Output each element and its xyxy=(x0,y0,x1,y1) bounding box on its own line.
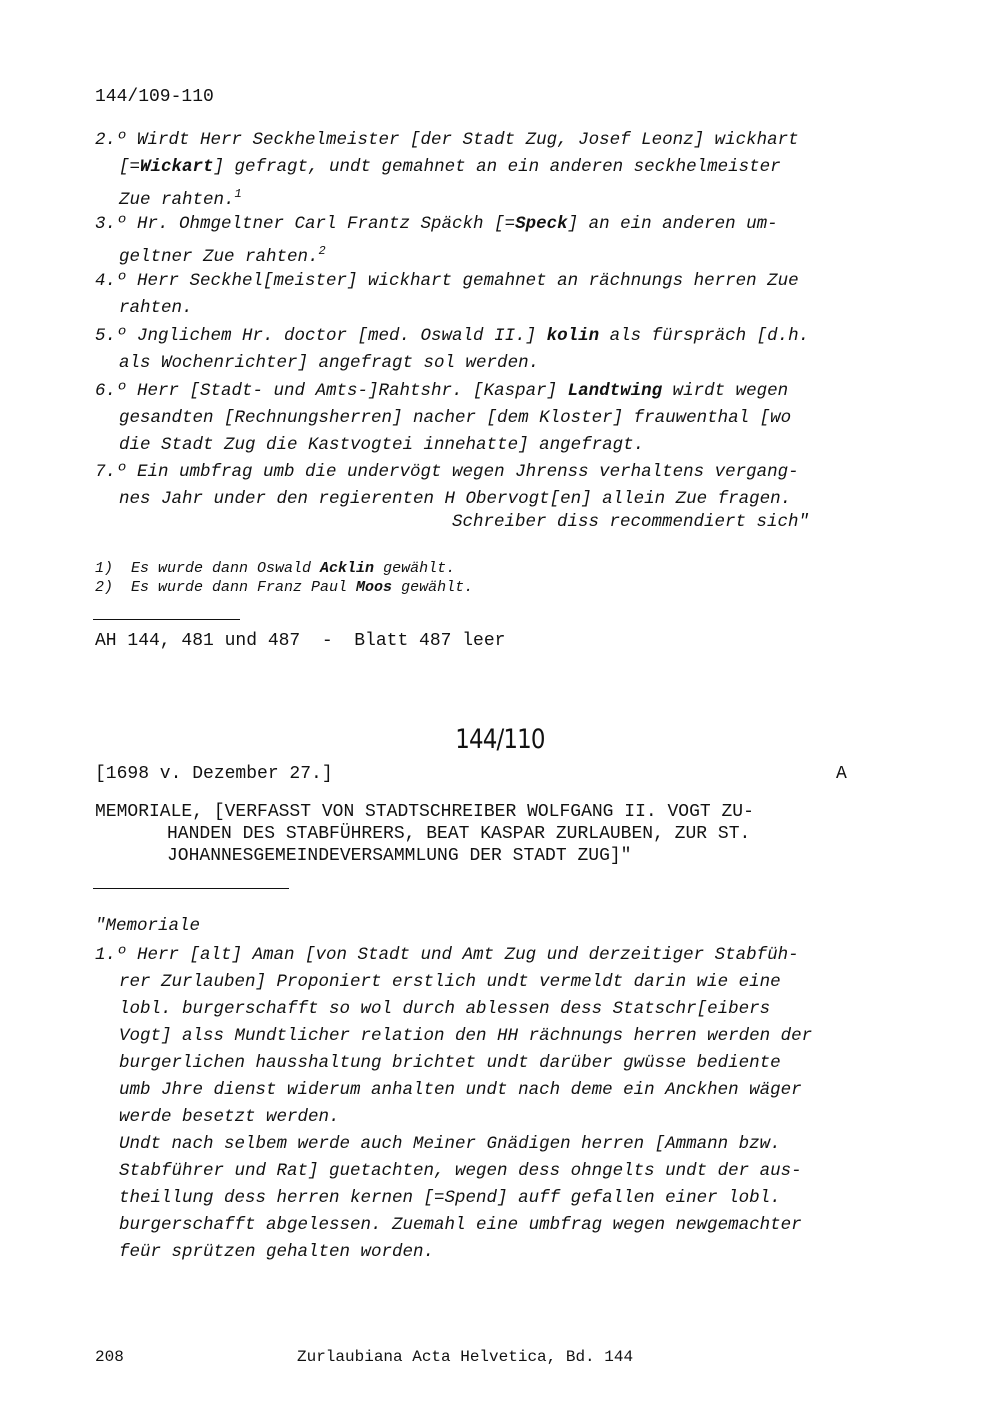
footnote xyxy=(95,578,473,597)
page-header-ref: 144/109-110 xyxy=(95,87,214,107)
item-line xyxy=(95,350,885,377)
text-run: die Stadt Zug die Kastvogtei innehatte] angefragt. xyxy=(119,435,645,455)
agenda-item xyxy=(95,459,885,513)
emphasized-name: kolin xyxy=(546,326,600,346)
text-run: 4.º Herr Seckhel[meister] wickhart gemahnet an rächnungs herren Zue xyxy=(95,271,799,291)
item-line xyxy=(95,295,885,322)
emphasized-name: Moos xyxy=(356,579,393,596)
item-line: 1.º Herr [alt] Aman [von Stadt und Amt Zug und derzeitiger Stabfüh- xyxy=(95,945,799,965)
date-line: [1698 v. Dezember 27.] xyxy=(95,764,333,784)
item-line xyxy=(95,405,885,432)
item-line xyxy=(95,432,885,459)
closing-line: Schreiber diss recommendiert sich" xyxy=(452,512,810,532)
text-run: als fürspräch [d.h. xyxy=(599,326,810,346)
footnote-marker: 2 xyxy=(318,244,326,258)
text-run: gewählt. xyxy=(374,560,456,577)
item-line: burgerlichen hausshaltung brichtet undt darüber gwüsse bediente xyxy=(119,1053,781,1073)
title-line: HANDEN DES STABFÜHRERS, BEAT KASPAR ZURLAUBEN, ZUR ST. xyxy=(167,824,751,844)
item-line: feür sprützen gehalten worden. xyxy=(119,1242,435,1262)
text-run: nes Jahr under den regierenten H Obervogt[en] allein Zue fragen. xyxy=(119,489,792,509)
text-run: ] gefragt, undt gemahnet an ein anderen seckhelmeister xyxy=(213,157,781,177)
source-note: AH 144, 481 und 487 - Blatt 487 leer xyxy=(95,631,506,651)
text-run: Zue rahten. xyxy=(119,189,235,210)
item-line: Vogt] alss Mundtlicher relation den HH rächnungs herren werden der xyxy=(119,1026,813,1046)
text-run: 5.º Jnglichem Hr. doctor [med. Oswald II.] xyxy=(95,326,547,346)
text-run: gewählt. xyxy=(392,579,474,596)
text-run: 2) Es wurde dann Franz Paul xyxy=(95,579,357,596)
text-run: 7.º Ein umbfrag umb die undervögt wegen Jhrenss verhaltens vergang- xyxy=(95,462,799,482)
emphasized-name: Acklin xyxy=(320,560,375,577)
item-line xyxy=(95,486,885,513)
footnote xyxy=(95,559,455,578)
agenda-item xyxy=(95,268,885,322)
text-run: ] an ein anderen um- xyxy=(567,214,778,234)
item-line xyxy=(95,459,885,486)
footer-page-number: 208 xyxy=(95,1348,124,1366)
emphasized-name: Landtwing xyxy=(567,381,663,401)
date-marker: A xyxy=(836,764,847,784)
item-line: burgerschafft abgelessen. Zuemahl eine umbfrag wegen newgemachter xyxy=(119,1215,802,1235)
item-line: Stabführer und Rat] guetachten, wegen dess ohngelts undt der aus- xyxy=(119,1161,802,1181)
text-run: wirdt wegen xyxy=(662,381,789,401)
text-run: 3.º Hr. Ohmgeltner Carl Frantz Späckh [= xyxy=(95,214,516,234)
title-line: JOHANNESGEMEINDEVERSAMMLUNG DER STADT ZUG]" xyxy=(167,846,632,866)
item-line: Undt nach selbem werde auch Meiner Gnädigen herren [Ammann bzw. xyxy=(119,1134,781,1154)
title-line: MEMORIALE, [VERFASST VON STADTSCHREIBER WOLFGANG II. VOGT ZU- xyxy=(95,802,754,822)
emphasized-name: Wickart xyxy=(140,157,214,177)
item-line: rer Zurlauben] Proponiert erstlich undt vermeldt darin wie eine xyxy=(119,972,781,992)
agenda-item xyxy=(95,211,885,271)
footnote-marker: 1 xyxy=(234,187,242,201)
item-line xyxy=(95,323,885,350)
item-line: umb Jhre dienst widerum anhalten undt nach deme ein Anckhen wäger xyxy=(119,1080,802,1100)
text-run: [= xyxy=(119,157,141,177)
footnote-divider xyxy=(93,619,240,620)
title-divider xyxy=(93,888,289,889)
memoriale-opening: "Memoriale xyxy=(95,916,201,936)
document-title xyxy=(95,801,754,867)
document-number: 144/110 xyxy=(455,724,545,755)
item-line xyxy=(95,127,885,154)
footer-publication: Zurlaubiana Acta Helvetica, Bd. 144 xyxy=(297,1348,634,1366)
item-line: werde besetzt werden. xyxy=(119,1107,340,1127)
item-line xyxy=(95,181,885,214)
agenda-item xyxy=(95,127,885,214)
item-line xyxy=(95,211,885,238)
agenda-item xyxy=(95,323,885,377)
text-run: als Wochenrichter] angefragt sol werden. xyxy=(119,353,540,373)
text-run: 1) Es wurde dann Oswald xyxy=(95,560,321,577)
agenda-item-bottom xyxy=(95,942,885,1266)
item-line xyxy=(95,238,885,271)
item-line: theillung dess herren kernen [=Spend] auff gefallen einer lobl. xyxy=(119,1188,781,1208)
text-run: rahten. xyxy=(119,298,193,318)
text-run: 2.º Wirdt Herr Seckhelmeister [der Stadt Zug, Josef Leonz] wickhart xyxy=(95,130,799,150)
item-line xyxy=(95,154,885,181)
emphasized-name: Speck xyxy=(515,214,568,234)
text-run: 6.º Herr [Stadt- und Amts-]Rahtshr. [Kaspar] xyxy=(95,381,568,401)
text-run: geltner Zue rahten. xyxy=(119,246,319,267)
item-line xyxy=(95,378,885,405)
text-run: gesandten [Rechnungsherren] nacher [dem Kloster] frauwenthal [wo xyxy=(119,408,792,428)
item-line: lobl. burgerschafft so wol durch ablessen dess Statschr[eibers xyxy=(119,999,771,1019)
agenda-item xyxy=(95,378,885,459)
item-line xyxy=(95,268,885,295)
